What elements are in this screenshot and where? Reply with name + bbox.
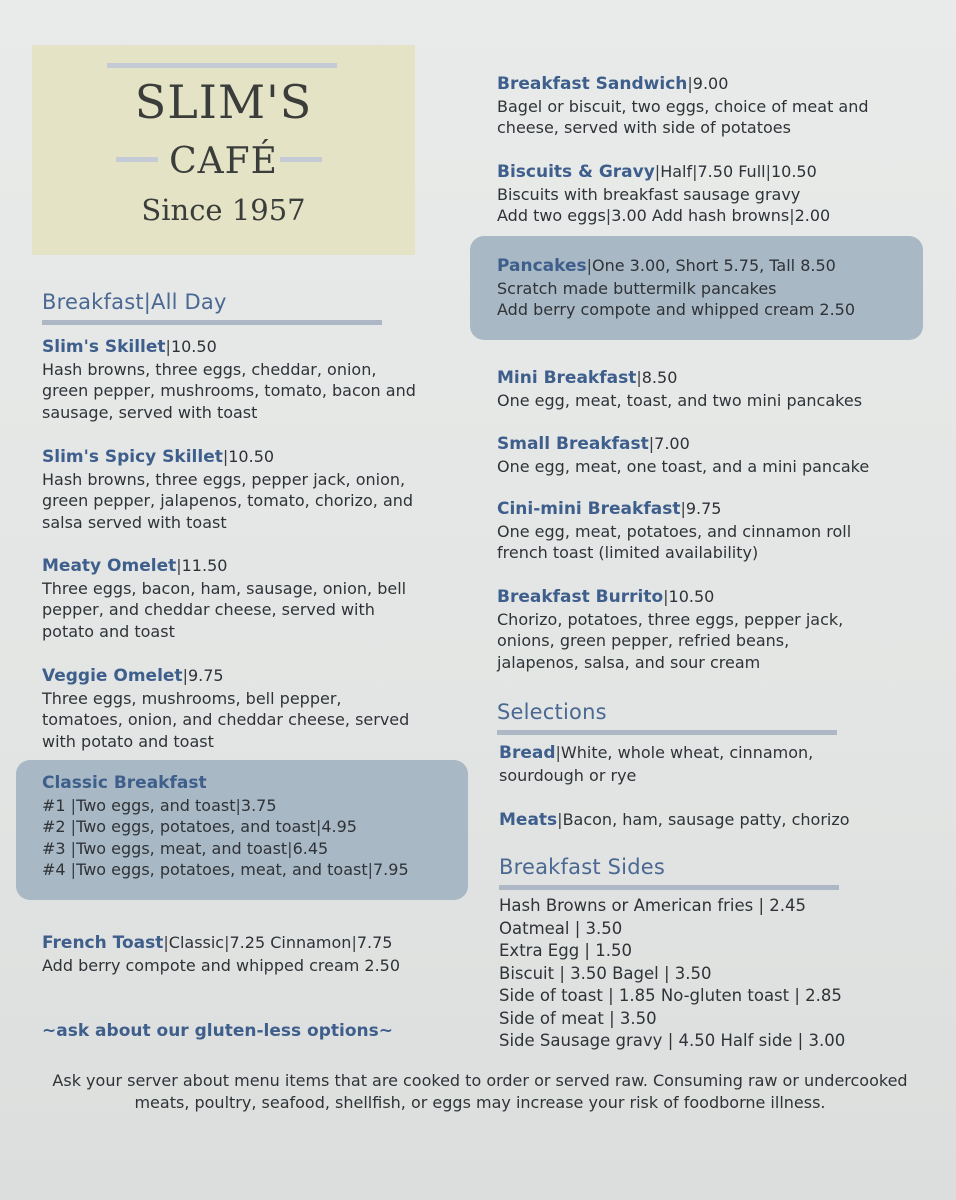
- classic-row: #4 |Two eggs, potatoes, meat, and toast|7.95: [42, 860, 409, 879]
- classic-row: #1 |Two eggs, and toast|3.75: [42, 795, 277, 815]
- menu-item-french-toast: French Toast|Classic|7.25 Cinnamon|7.75 Add berry compote and whipped cream 2.50: [42, 933, 401, 975]
- menu-item-meaty-omelet: Meaty Omelet|11.50 Three eggs, bacon, ham, sausage, onion, bell pepper, and cheddar cheese, served with potato and toast: [42, 556, 407, 641]
- classic-breakfast-list: [42, 773, 462, 881]
- side-item: Biscuit | 3.50 Bagel | 3.50: [499, 963, 712, 983]
- side-item: Extra Egg | 1.50: [499, 941, 632, 960]
- selections-section: [497, 700, 837, 735]
- breakfast-heading: Breakfast|All Day: [42, 290, 227, 314]
- sides-list: [499, 895, 929, 1053]
- selections-heading: Selections: [497, 700, 607, 724]
- side-item: Oatmeal | 3.50: [499, 918, 623, 938]
- side-item: Side Sausage gravy | 4.50 Half side | 3.00: [499, 1031, 846, 1050]
- sides-heading-rule: [499, 885, 839, 890]
- menu-item-small-breakfast: Small Breakfast|7.00 One egg, meat, one toast, and a mini pancake: [497, 434, 870, 476]
- gluten-note: ~ask about our gluten-less options~: [42, 1021, 393, 1041]
- side-item: Hash Browns or American fries | 2.45: [499, 896, 807, 915]
- menu-item-veggie-omelet: Veggie Omelet|9.75 Three eggs, mushrooms, bell pepper, tomatoes, onion, and cheddar cheese, served with potato and toast: [42, 666, 410, 751]
- sides-section: [499, 855, 839, 890]
- breakfast-heading-rule: [42, 320, 382, 325]
- menu-item-breakfast-sandwich: Breakfast Sandwich|9.00 Bagel or biscuit, two eggs, choice of meat and cheese, served with side of potatoes: [497, 74, 869, 137]
- side-item: Side of meat | 3.50: [499, 1008, 657, 1028]
- menu-item-cini-mini-breakfast: Cini-mini Breakfast|9.75 One egg, meat, potatoes, and cinnamon roll french toast (limited availability): [497, 499, 852, 562]
- menu-item-slims-skillet: Slim's Skillet|10.50 Hash browns, three eggs, cheddar, onion, green pepper, mushrooms, tomato, bacon and sausage, served with toast: [42, 337, 416, 422]
- logo-rule-top: [107, 63, 337, 68]
- food-safety-notice: Ask your server about menu items that are cooked to order or served raw. Consuming raw or undercooked meats, poultry, seafood, shellfish, or eggs may increase your risk of foodborne illness.: [52, 1071, 908, 1112]
- side-item: Side of toast | 1.85 No-gluten toast | 2.85: [499, 986, 842, 1005]
- left-column: [42, 290, 462, 325]
- menu-item-pancakes: Pancakes|One 3.00, Short 5.75, Tall 8.50 Scratch made buttermilk pancakes Add berry compote and whipped cream 2.50: [497, 256, 856, 319]
- menu-item-breakfast-burrito: Breakfast Burrito|10.50 Chorizo, potatoes, three eggs, pepper jack, onions, green pepper, refried beans, jalapenos, salsa, and sour cream: [497, 587, 844, 672]
- logo-cafe: CAFÉ: [169, 141, 278, 182]
- selection-bread: Bread|White, whole wheat, cinnamon, sourdough or rye: [499, 743, 814, 785]
- selections-heading-rule: [497, 730, 837, 735]
- classic-row: #2 |Two eggs, potatoes, and toast|4.95: [42, 817, 357, 836]
- logo-name: SLIM'S: [134, 75, 313, 129]
- menu-item-slims-spicy-skillet: Slim's Spicy Skillet|10.50 Hash browns, three eggs, pepper jack, onion, green pepper, jalapenos, tomato, chorizo, and salsa served with toast: [42, 447, 414, 532]
- logo-since: Since 1957: [141, 193, 306, 227]
- selection-meats: Meats|Bacon, ham, sausage patty, chorizo: [499, 810, 850, 830]
- sides-heading: Breakfast Sides: [499, 855, 665, 879]
- logo-panel: [32, 45, 415, 255]
- classic-breakfast-title: Classic Breakfast: [42, 773, 207, 793]
- classic-row: #3 |Two eggs, meat, and toast|6.45: [42, 838, 329, 858]
- menu-item-mini-breakfast: Mini Breakfast|8.50 One egg, meat, toast, and two mini pancakes: [497, 368, 863, 410]
- menu-item-biscuits-gravy: Biscuits & Gravy|Half|7.50 Full|10.50 Biscuits with breakfast sausage gravy Add two eggs|3.00 Add hash browns|2.00: [497, 162, 831, 225]
